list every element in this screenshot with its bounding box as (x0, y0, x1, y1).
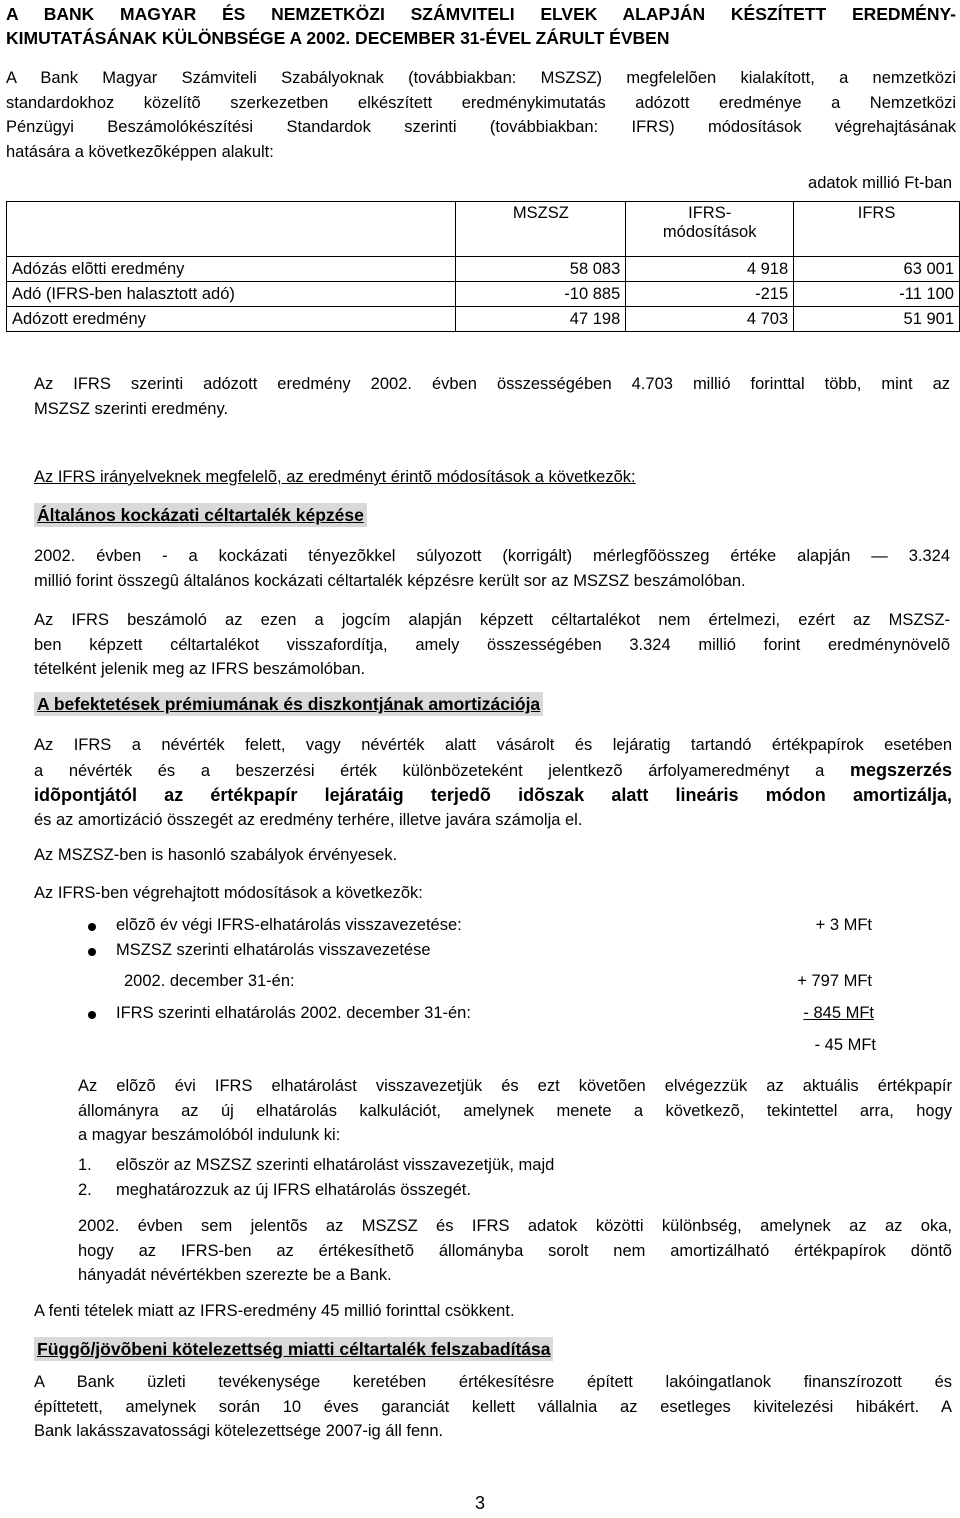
table-row (7, 282, 960, 307)
table-header-row (7, 202, 960, 257)
section-1-paragraph-1 (34, 544, 950, 593)
cell-mszsz: 47 198 (456, 307, 626, 332)
text-line (34, 758, 952, 784)
summary-line: MSZSZ szerinti eredmény. (34, 399, 229, 418)
bullet-icon (88, 1011, 96, 1019)
title-line-1: A BANK MAGYAR ÉS NEMZETKÖZI SZÁMVITELI ELVEK ALAPJÁN KÉSZÍTETT EREDMÉNY- (6, 4, 956, 24)
cell-ifrs: -11 100 (794, 282, 960, 307)
units-label: adatok millió Ft-ban (808, 174, 952, 192)
text-span: a névérték és a beszerzési érték különbözeteként jelentkezõ árfolyameredményt a (34, 761, 825, 780)
section-2-paragraph-5 (78, 1214, 952, 1288)
list-item-text: elõzõ év végi IFRS-elhatárolás visszavezetése: (116, 916, 462, 934)
section-2-heading: A befektetések prémiumának és diszkontjának amortizációja (34, 692, 543, 716)
step-text: meghatározzuk az új IFRS elhatárolás összegét. (116, 1181, 471, 1199)
cell-mszsz: 58 083 (456, 257, 626, 282)
text-line: a magyar beszámolóból indulunk ki: (78, 1126, 341, 1144)
cell-mod: 4 918 (626, 257, 794, 282)
section-3-heading: Függõ/jövõbeni kötelezettség miatti céltartalék felszabadítása (34, 1337, 553, 1361)
section-2-paragraph-2: Az MSZSZ-ben is hasonló szabályok érvényesek. (34, 846, 398, 864)
results-table (6, 201, 960, 332)
row-label: Adó (IFRS-ben halasztott adó) (7, 282, 456, 307)
row-label: Adózott eredmény (7, 307, 456, 332)
step-number: 2. (78, 1181, 92, 1199)
intro-line: A Bank Magyar Számviteli Szabályoknak (továbbiakban: MSZSZ) megfelelõen kialakított, a nemzetközi (6, 69, 956, 87)
section-1-heading: Általános kockázati céltartalék képzése (34, 503, 367, 527)
text-line: és az amortizáció összegét az eredmény terhére, illetve javára számolja el. (34, 810, 583, 829)
document-title (6, 2, 956, 50)
table-header-modifications-text: IFRS- módosítások (662, 204, 757, 241)
text-line: ben képzett céltartalékot visszafordítja, amely összességében 3.324 millió forint eredménynövelõ (34, 635, 950, 654)
table-row (7, 257, 960, 282)
intro-line: standardokhoz közelítõ szerkezetben elkészített eredménykimutatás adózott eredménye a Nemzetközi (6, 93, 956, 112)
section-2-paragraph-1 (34, 733, 952, 832)
section-1-paragraph-2 (34, 608, 950, 682)
text-line: tételként jelenik meg az IFRS beszámolóban. (34, 660, 366, 678)
bold-text-line: idõpontjától az értékpapír lejáratáig terjedõ idõszak alatt lineáris módon amortizálja, (34, 785, 952, 805)
text-line: hányadát névértékben szerezte be a Bank. (78, 1266, 392, 1284)
text-line: Az IFRS a névérték felett, vagy névérték alatt vásárolt és lejáratig tartandó értékpapírok esetében (34, 736, 952, 754)
cell-ifrs: 51 901 (794, 307, 960, 332)
table-row (7, 307, 960, 332)
section-3-heading-wrap (34, 1337, 553, 1361)
title-line-2: KIMUTATÁSÁNAK KÜLÖNBSÉGE A 2002. DECEMBER 31-ÉVEL ZÁRULT ÉVBEN (6, 28, 670, 48)
intro-line: Pénzügyi Beszámolókészítési Standardok szerinti (továbbiakban: IFRS) módosítások végrehajtásának (6, 118, 956, 136)
list-item-amount: + 797 MFt (797, 972, 872, 990)
section-2-paragraph-4 (78, 1074, 952, 1148)
section-1-heading-wrap (34, 503, 367, 527)
list-item-text: IFRS szerinti elhatárolás 2002. december 31-én: (116, 1004, 471, 1022)
adjustments-heading: Az IFRS irányelveknek megfelelõ, az eredményt érintõ módosítások a következõk: (34, 468, 636, 486)
section-2-paragraph-3: Az IFRS-ben végrehajtott módosítások a következõk: (34, 884, 423, 902)
list-item-text: 2002. december 31-én: (124, 972, 295, 990)
bullet-icon (88, 923, 96, 931)
intro-line: hatására a következõképpen alakult: (6, 142, 274, 161)
table-header-modifications (626, 202, 794, 257)
step-number: 1. (78, 1156, 92, 1174)
text-line: Az elõzõ évi IFRS elhatárolást visszavezetjük és ezt követõen elvégezzük az aktuális értékpapír (78, 1077, 952, 1095)
text-line: Az IFRS beszámoló az ezen a jogcím alapján képzett céltartalékot nem értelmezi, ezért az MSZSZ- (34, 611, 950, 629)
text-line: 2002. évben - a kockázati tényezõkkel súlyozott (korrigált) mérlegfõösszeg értéke alapján — 3.324 (34, 547, 950, 565)
section-2-paragraph-6: A fenti tételek miatt az IFRS-eredmény 45 millió forinttal csökkent. (34, 1302, 515, 1320)
cell-mod: 4 703 (626, 307, 794, 332)
row-label: Adózás elõtti eredmény (7, 257, 456, 282)
cell-mszsz: -10 885 (456, 282, 626, 307)
table-header-ifrs: IFRS (794, 202, 960, 257)
bold-text: megszerzés (849, 759, 952, 780)
table-header-mszsz: MSZSZ (456, 202, 626, 257)
list-item-text: MSZSZ szerinti elhatárolás visszavezetése (116, 941, 431, 959)
text-line: 2002. évben sem jelentõs az MSZSZ és IFRS adatok közötti különbség, amelynek az az oka, (78, 1217, 952, 1235)
page-number: 3 (474, 1493, 485, 1513)
list-item-amount: + 3 MFt (815, 916, 872, 934)
summary-paragraph (34, 372, 950, 421)
text-line: A Bank üzleti tevékenysége keretében értékesítésre épített lakóingatlanok finanszírozott és (34, 1373, 952, 1391)
section-3-paragraph-1 (34, 1370, 952, 1444)
cell-mod: -215 (626, 282, 794, 307)
text-line: hogy az IFRS-ben az értékesíthetõ állományba sorolt nem amortizálható értékpapírok döntõ (78, 1241, 952, 1260)
list-item-amount: - 845 MFt (803, 1004, 874, 1022)
text-line: Bank lakásszavatossági kötelezettsége 2007-ig áll fenn. (34, 1422, 444, 1440)
section-2-heading-wrap (34, 692, 543, 716)
summary-line: Az IFRS szerinti adózott eredmény 2002. évben összességében 4.703 millió forinttal több, mint az (34, 375, 950, 393)
text-line: millió forint összegû általános kockázati céltartalék képzésre került sor az MSZSZ beszámolóban. (34, 571, 746, 590)
table-header-empty (7, 202, 456, 257)
cell-ifrs: 63 001 (794, 257, 960, 282)
step-text: elõször az MSZSZ szerinti elhatárolást visszavezetjük, majd (116, 1156, 555, 1174)
intro-paragraph (6, 66, 956, 164)
text-line: állományra az új elhatárolás kalkulációt, amelynek menete a következõ, tekintettel arra, hogy (78, 1101, 952, 1120)
bullet-icon (88, 948, 96, 956)
total-amount: - 45 MFt (814, 1036, 876, 1054)
text-line: építtetett, amelynek során 10 éves garanciát kellett vállalnia az esetleges kivitelezési hibákért. A (34, 1397, 952, 1416)
